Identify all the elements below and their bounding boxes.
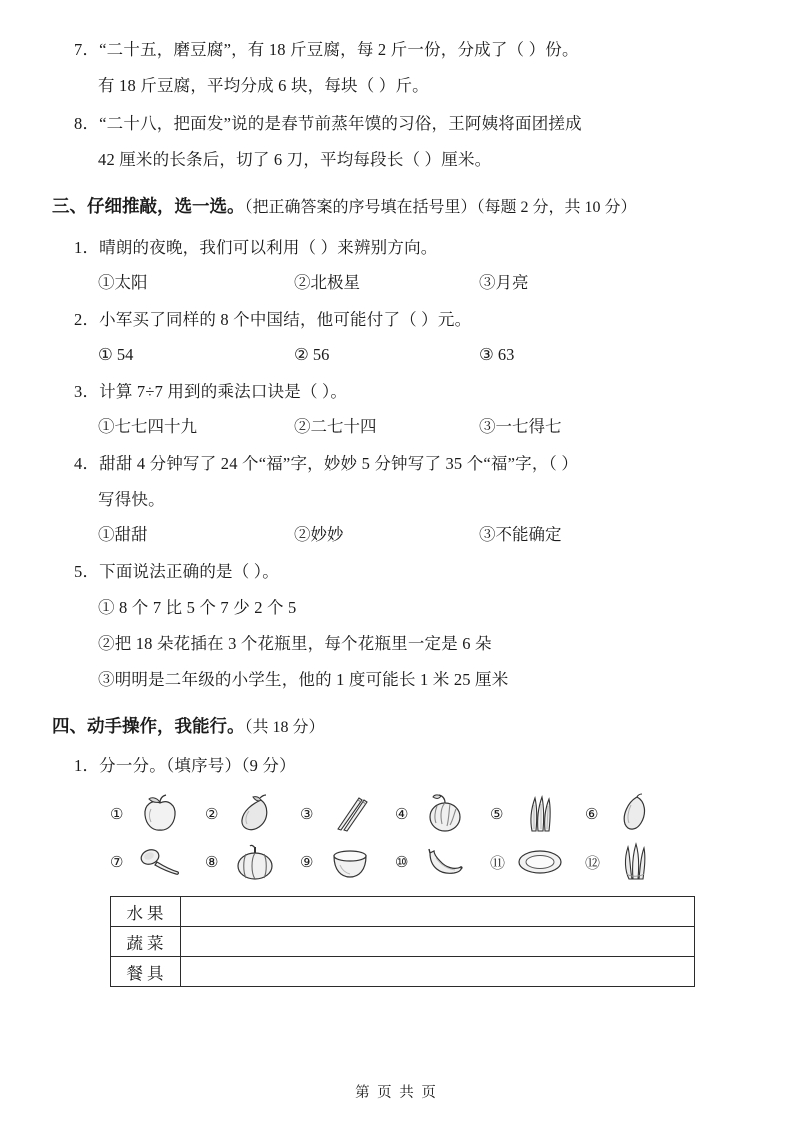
choice-1-option-c[interactable]: ③月亮: [479, 273, 529, 292]
table-row-answer-vegetable[interactable]: [181, 927, 695, 957]
choice-5-option-b[interactable]: ②把 18 朵花插在 3 个花瓶里，每个花瓶里一定是 6 朵: [98, 634, 492, 653]
chopsticks-icon: [320, 792, 380, 836]
table-row: [111, 897, 695, 927]
celery-icon: [510, 792, 570, 836]
choice-question-5: [52, 554, 741, 698]
choice-question-5-stem: 5．下面说法正确的是（ ）。: [74, 562, 279, 581]
section-4-note: （共 18 分）: [244, 719, 325, 736]
choice-2-option-a[interactable]: ① 54: [98, 345, 134, 364]
choice-question-1-stem: 1．晴朗的夜晚，我们可以利用（ ）来辨别方向。: [74, 238, 438, 257]
picture-item-12: [585, 840, 680, 884]
classification-table: [110, 896, 695, 987]
section-4-heading: [52, 706, 741, 748]
watermelon-icon: [415, 792, 475, 836]
page-footer: 第 页 共 页: [355, 1085, 438, 1101]
table-row-answer-fruit[interactable]: [181, 897, 695, 927]
choice-5-option-c[interactable]: ③明明是二年级的小学生，他的 1 度可能长 1 米 25 厘米: [98, 670, 509, 689]
section-3-note: （把正确答案的序号填在括号里）（每题 2 分，共 10 分）: [244, 199, 637, 216]
picture-item-6-number: ⑥: [585, 806, 599, 823]
picture-item-4-number: ④: [395, 806, 409, 823]
picture-item-3-number: ③: [300, 806, 314, 823]
picture-grid: [52, 790, 741, 886]
question-7-line-2: 有 18 斤豆腐，平均分成 6 块，每块（ ）斤。: [98, 76, 429, 95]
table-row-label-fruit: 水果: [111, 897, 181, 927]
choice-question-4-stem: 4．甜甜 4 分钟写了 24 个“福”字，妙妙 5 分钟写了 35 个“福”字，（ ）: [74, 454, 579, 473]
question-7-line-1: 7．“二十五，磨豆腐”，有 18 斤豆腐，每 2 斤一份，分成了（ ）份。: [74, 40, 579, 59]
question-8-line-1: 8．“二十八，把面发”说的是春节前蒸年馍的习俗，王阿姨将面团搓成: [74, 114, 582, 133]
picture-item-8-number: ⑧: [205, 854, 219, 871]
picture-item-11-number: ⑪: [490, 855, 506, 872]
plate-icon: [510, 840, 570, 884]
table-row: [111, 957, 695, 987]
choice-question-3-stem: 3．计算 7÷7 用到的乘法口诀是（ ）。: [74, 382, 348, 401]
section-4-title: 四、动手操作，我能行。: [52, 716, 245, 736]
choice-question-1-options: [52, 266, 741, 300]
choice-3-option-a[interactable]: ①七七四十九: [98, 417, 197, 436]
eggplant-icon: [225, 792, 285, 836]
choice-2-option-c[interactable]: ③ 63: [479, 345, 515, 364]
table-row-label-vegetable: 蔬菜: [111, 927, 181, 957]
picture-item-8: [205, 840, 300, 884]
picture-item-9-number: ⑨: [300, 854, 314, 871]
section-4-question-1-stem: 1．分一分。（填序号）（9 分）: [74, 756, 296, 775]
pumpkin-icon: [225, 840, 285, 884]
choice-1-option-a[interactable]: ①太阳: [98, 273, 148, 292]
picture-item-9: [300, 840, 395, 884]
choice-question-3-options: [52, 410, 741, 444]
picture-item-10-number: ⑩: [395, 854, 409, 871]
question-8-line-2: 42 厘米的长条后，切了 6 刀，平均每段长（ ）厘米。: [98, 150, 492, 169]
cabbage-icon: [605, 840, 665, 884]
choice-4-option-a[interactable]: ①甜甜: [98, 525, 148, 544]
question-7: [52, 32, 741, 104]
table-row: [111, 927, 695, 957]
section-3-heading: [52, 186, 741, 228]
picture-item-7-number: ⑦: [110, 854, 124, 871]
choice-question-4-stem-cont: 写得快。: [98, 490, 165, 509]
bowl-icon: [320, 840, 380, 884]
choice-3-option-c[interactable]: ③一七得七: [479, 417, 562, 436]
table-row-label-tableware: 餐具: [111, 957, 181, 987]
picture-item-6: [585, 792, 680, 836]
choice-question-4-options: [52, 518, 741, 552]
choice-3-option-b[interactable]: ②二七十四: [294, 417, 377, 436]
choice-question-4: [52, 446, 741, 552]
question-8: [52, 106, 741, 178]
choice-4-option-b[interactable]: ②妙妙: [294, 525, 344, 544]
choice-5-option-a[interactable]: ① 8 个 7 比 5 个 7 少 2 个 5: [98, 598, 297, 617]
picture-row-2: [110, 838, 741, 886]
picture-item-5-number: ⑤: [490, 806, 504, 823]
picture-item-11: [490, 840, 585, 884]
picture-item-1: [110, 792, 205, 836]
picture-item-4: [395, 792, 490, 836]
choice-question-2-stem: 2．小军买了同样的 8 个中国结，他可能付了（ ）元。: [74, 310, 472, 329]
banana-icon: [415, 840, 475, 884]
section-3-title: 三、仔细推敲，选一选。: [52, 196, 245, 216]
choice-4-option-c[interactable]: ③不能确定: [479, 525, 562, 544]
picture-item-3: [300, 792, 395, 836]
picture-item-2-number: ②: [205, 806, 219, 823]
picture-item-2: [205, 792, 300, 836]
choice-question-2: [52, 302, 741, 372]
choice-question-2-options: [52, 338, 741, 372]
choice-1-option-b[interactable]: ②北极星: [294, 273, 360, 292]
picture-item-1-number: ①: [110, 806, 124, 823]
mango-icon: [605, 792, 665, 836]
picture-row-1: [110, 790, 741, 838]
choice-question-1: [52, 230, 741, 300]
picture-item-10: [395, 840, 490, 884]
picture-item-5: [490, 792, 585, 836]
choice-2-option-b[interactable]: ② 56: [294, 345, 330, 364]
choice-question-3: [52, 374, 741, 444]
table-row-answer-tableware[interactable]: [181, 957, 695, 987]
spoon-icon: [130, 840, 190, 884]
apple-icon: [130, 792, 190, 836]
picture-item-12-number: ⑫: [585, 855, 601, 872]
picture-item-7: [110, 840, 205, 884]
